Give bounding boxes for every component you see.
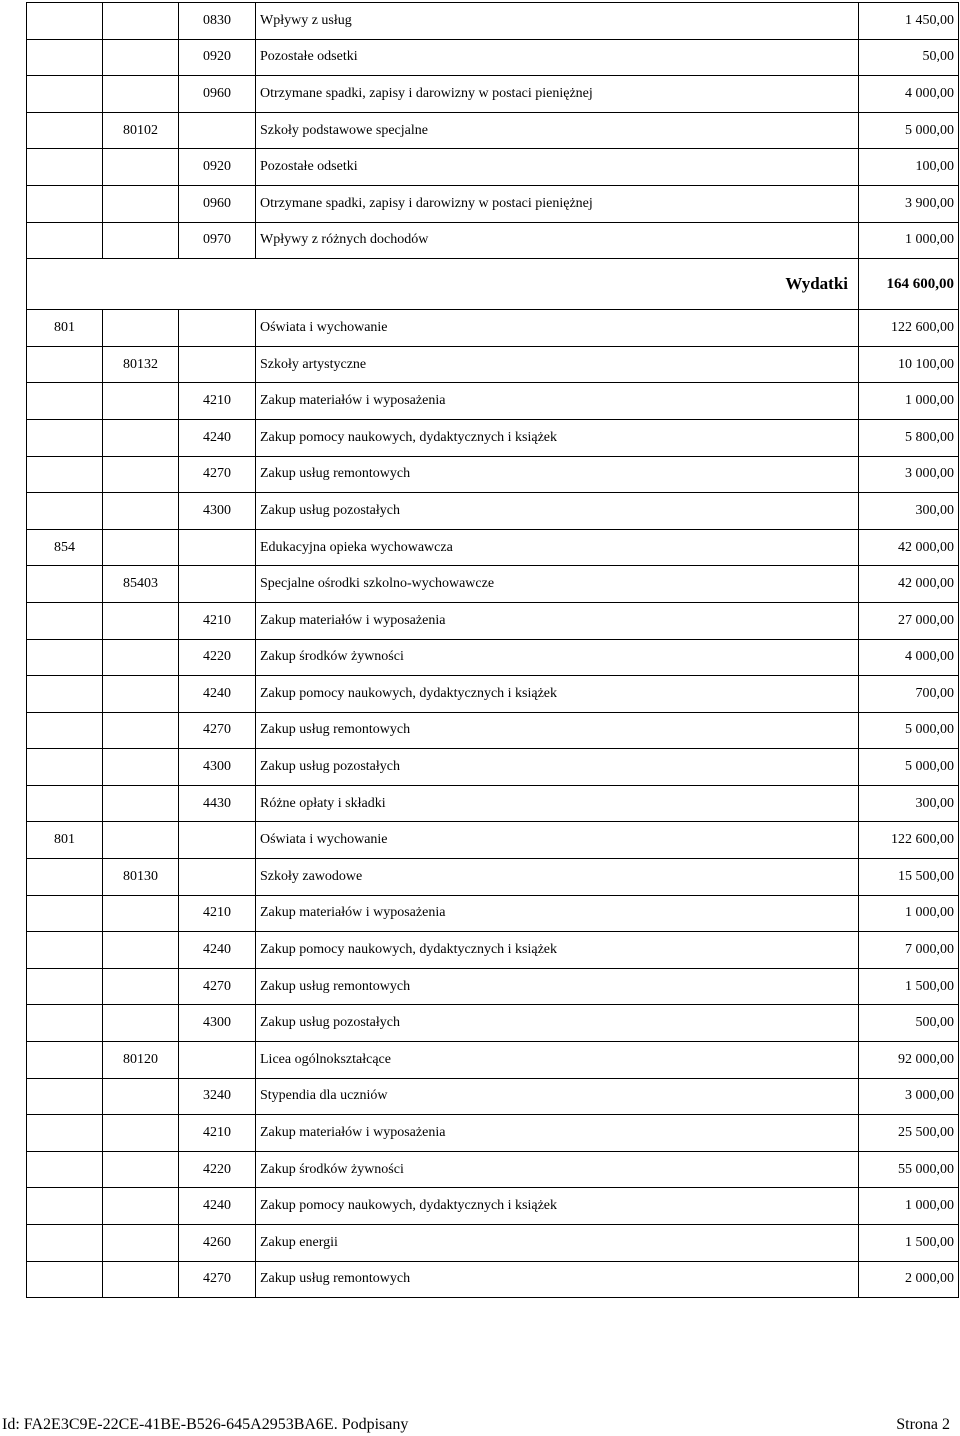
paragraf-code-cell	[179, 822, 256, 859]
item-amount-cell: 1 000,00	[859, 1188, 959, 1225]
item-amount-cell: 7 000,00	[859, 932, 959, 969]
table-row	[27, 602, 959, 639]
item-name-cell: Otrzymane spadki, zapisy i darowizny w postaci pieniężnej	[256, 76, 859, 113]
item-name-cell: Zakup pomocy naukowych, dydaktycznych i książek	[256, 419, 859, 456]
budget-table	[26, 2, 959, 1298]
item-name-cell: Zakup materiałów i wyposażenia	[256, 1115, 859, 1152]
paragraf-code-cell	[179, 310, 256, 347]
dzial-code-cell	[27, 185, 103, 222]
item-name-cell: Pozostałe odsetki	[256, 39, 859, 76]
rozdzial-code-cell: 80102	[103, 112, 179, 149]
item-name-cell: Zakup usług remontowych	[256, 1261, 859, 1298]
table-row	[27, 310, 959, 347]
paragraf-code-cell: 4430	[179, 785, 256, 822]
dzial-code-cell	[27, 859, 103, 896]
item-name-cell: Zakup pomocy naukowych, dydaktycznych i książek	[256, 932, 859, 969]
rozdzial-code-cell	[103, 222, 179, 259]
dzial-code-cell	[27, 895, 103, 932]
dzial-code-cell: 801	[27, 822, 103, 859]
table-row	[27, 112, 959, 149]
paragraf-code-cell: 4210	[179, 1115, 256, 1152]
item-amount-cell: 5 000,00	[859, 712, 959, 749]
table-row	[27, 932, 959, 969]
paragraf-code-cell	[179, 112, 256, 149]
section-total-amount: 164 600,00	[859, 259, 959, 310]
rozdzial-code-cell	[103, 895, 179, 932]
rozdzial-code-cell	[103, 3, 179, 40]
dzial-code-cell	[27, 456, 103, 493]
dzial-code-cell	[27, 1261, 103, 1298]
table-row	[27, 1042, 959, 1079]
item-amount-cell: 5 000,00	[859, 749, 959, 786]
item-name-cell: Zakup usług pozostałych	[256, 749, 859, 786]
table-row	[27, 895, 959, 932]
dzial-code-cell: 854	[27, 529, 103, 566]
rozdzial-code-cell	[103, 529, 179, 566]
table-row	[27, 822, 959, 859]
paragraf-code-cell: 3240	[179, 1078, 256, 1115]
table-row	[27, 968, 959, 1005]
budget-table-body	[27, 3, 959, 1298]
table-row	[27, 1005, 959, 1042]
rozdzial-code-cell	[103, 602, 179, 639]
dzial-code-cell	[27, 383, 103, 420]
paragraf-code-cell	[179, 859, 256, 896]
table-row	[27, 456, 959, 493]
item-name-cell: Zakup energii	[256, 1225, 859, 1262]
paragraf-code-cell: 4240	[179, 676, 256, 713]
paragraf-code-cell: 4220	[179, 1151, 256, 1188]
dzial-code-cell	[27, 346, 103, 383]
table-row	[27, 383, 959, 420]
dzial-code-cell	[27, 785, 103, 822]
dzial-code-cell	[27, 1188, 103, 1225]
dzial-code-cell	[27, 602, 103, 639]
item-amount-cell: 1 500,00	[859, 1225, 959, 1262]
item-amount-cell: 300,00	[859, 785, 959, 822]
paragraf-code-cell: 4300	[179, 1005, 256, 1042]
table-row	[27, 1115, 959, 1152]
rozdzial-code-cell: 80130	[103, 859, 179, 896]
rozdzial-code-cell: 80120	[103, 1042, 179, 1079]
dzial-code-cell	[27, 1005, 103, 1042]
rozdzial-code-cell	[103, 639, 179, 676]
item-name-cell: Otrzymane spadki, zapisy i darowizny w postaci pieniężnej	[256, 185, 859, 222]
item-amount-cell: 55 000,00	[859, 1151, 959, 1188]
dzial-code-cell	[27, 749, 103, 786]
table-row	[27, 1188, 959, 1225]
paragraf-code-cell	[179, 529, 256, 566]
rozdzial-code-cell	[103, 76, 179, 113]
dzial-code-cell	[27, 712, 103, 749]
dzial-code-cell	[27, 419, 103, 456]
item-amount-cell: 42 000,00	[859, 529, 959, 566]
item-name-cell: Zakup usług remontowych	[256, 712, 859, 749]
paragraf-code-cell: 4210	[179, 383, 256, 420]
item-name-cell: Szkoły artystyczne	[256, 346, 859, 383]
section-header-label: Wydatki	[27, 259, 859, 310]
item-name-cell: Szkoły podstawowe specjalne	[256, 112, 859, 149]
item-amount-cell: 27 000,00	[859, 602, 959, 639]
rozdzial-code-cell	[103, 1151, 179, 1188]
rozdzial-code-cell	[103, 493, 179, 530]
item-name-cell: Pozostałe odsetki	[256, 149, 859, 186]
table-row	[27, 712, 959, 749]
paragraf-code-cell: 4240	[179, 932, 256, 969]
item-amount-cell: 4 000,00	[859, 76, 959, 113]
item-amount-cell: 15 500,00	[859, 859, 959, 896]
item-amount-cell: 3 000,00	[859, 456, 959, 493]
item-name-cell: Edukacyjna opieka wychowawcza	[256, 529, 859, 566]
dzial-code-cell	[27, 39, 103, 76]
rozdzial-code-cell	[103, 749, 179, 786]
item-amount-cell: 5 800,00	[859, 419, 959, 456]
dzial-code-cell	[27, 149, 103, 186]
item-amount-cell: 122 600,00	[859, 822, 959, 859]
item-name-cell: Szkoły zawodowe	[256, 859, 859, 896]
paragraf-code-cell: 0920	[179, 39, 256, 76]
item-amount-cell: 300,00	[859, 493, 959, 530]
item-name-cell: Zakup usług pozostałych	[256, 493, 859, 530]
item-name-cell: Wpływy z usług	[256, 3, 859, 40]
item-amount-cell: 1 000,00	[859, 222, 959, 259]
item-name-cell: Oświata i wychowanie	[256, 822, 859, 859]
rozdzial-code-cell	[103, 822, 179, 859]
rozdzial-code-cell	[103, 310, 179, 347]
paragraf-code-cell	[179, 1042, 256, 1079]
paragraf-code-cell	[179, 346, 256, 383]
table-row	[27, 676, 959, 713]
item-name-cell: Zakup materiałów i wyposażenia	[256, 895, 859, 932]
table-row	[27, 39, 959, 76]
table-row	[27, 859, 959, 896]
table-row	[27, 346, 959, 383]
rozdzial-code-cell	[103, 39, 179, 76]
page-number: Strona 2	[896, 1416, 950, 1433]
document-id: Id: FA2E3C9E-22CE-41BE-B526-645A2953BA6E. Podpisany	[2, 1416, 409, 1433]
paragraf-code-cell: 4220	[179, 639, 256, 676]
table-row	[27, 1151, 959, 1188]
paragraf-code-cell: 4260	[179, 1225, 256, 1262]
item-name-cell: Specjalne ośrodki szkolno-wychowawcze	[256, 566, 859, 603]
item-amount-cell: 100,00	[859, 149, 959, 186]
item-amount-cell: 4 000,00	[859, 639, 959, 676]
dzial-code-cell	[27, 639, 103, 676]
table-row	[27, 749, 959, 786]
section-header-row	[27, 259, 959, 310]
item-amount-cell: 1 450,00	[859, 3, 959, 40]
paragraf-code-cell: 4270	[179, 968, 256, 1005]
item-amount-cell: 42 000,00	[859, 566, 959, 603]
table-row	[27, 529, 959, 566]
table-row	[27, 222, 959, 259]
rozdzial-code-cell	[103, 785, 179, 822]
dzial-code-cell	[27, 932, 103, 969]
paragraf-code-cell: 0960	[179, 185, 256, 222]
dzial-code-cell	[27, 1115, 103, 1152]
rozdzial-code-cell	[103, 149, 179, 186]
item-amount-cell: 2 000,00	[859, 1261, 959, 1298]
item-amount-cell: 92 000,00	[859, 1042, 959, 1079]
rozdzial-code-cell: 85403	[103, 566, 179, 603]
dzial-code-cell	[27, 566, 103, 603]
table-row	[27, 1261, 959, 1298]
item-name-cell: Zakup usług pozostałych	[256, 1005, 859, 1042]
item-name-cell: Zakup materiałów i wyposażenia	[256, 602, 859, 639]
dzial-code-cell: 801	[27, 310, 103, 347]
item-amount-cell: 10 100,00	[859, 346, 959, 383]
dzial-code-cell	[27, 676, 103, 713]
item-name-cell: Zakup materiałów i wyposażenia	[256, 383, 859, 420]
rozdzial-code-cell	[103, 1188, 179, 1225]
table-row	[27, 493, 959, 530]
item-name-cell: Różne opłaty i składki	[256, 785, 859, 822]
paragraf-code-cell: 4300	[179, 493, 256, 530]
table-row	[27, 185, 959, 222]
rozdzial-code-cell	[103, 932, 179, 969]
item-name-cell: Zakup środków żywności	[256, 1151, 859, 1188]
paragraf-code-cell: 4210	[179, 895, 256, 932]
paragraf-code-cell: 0960	[179, 76, 256, 113]
item-amount-cell: 700,00	[859, 676, 959, 713]
paragraf-code-cell: 4210	[179, 602, 256, 639]
item-name-cell: Zakup środków żywności	[256, 639, 859, 676]
item-amount-cell: 122 600,00	[859, 310, 959, 347]
table-row	[27, 419, 959, 456]
rozdzial-code-cell	[103, 1225, 179, 1262]
item-amount-cell: 1 000,00	[859, 383, 959, 420]
item-name-cell: Zakup pomocy naukowych, dydaktycznych i książek	[256, 676, 859, 713]
rozdzial-code-cell	[103, 1115, 179, 1152]
rozdzial-code-cell	[103, 1078, 179, 1115]
paragraf-code-cell: 4300	[179, 749, 256, 786]
dzial-code-cell	[27, 112, 103, 149]
item-name-cell: Zakup usług remontowych	[256, 968, 859, 1005]
item-amount-cell: 5 000,00	[859, 112, 959, 149]
table-row	[27, 1078, 959, 1115]
rozdzial-code-cell	[103, 968, 179, 1005]
rozdzial-code-cell	[103, 456, 179, 493]
paragraf-code-cell: 4270	[179, 456, 256, 493]
rozdzial-code-cell	[103, 712, 179, 749]
item-amount-cell: 3 000,00	[859, 1078, 959, 1115]
dzial-code-cell	[27, 76, 103, 113]
rozdzial-code-cell	[103, 676, 179, 713]
paragraf-code-cell: 4270	[179, 1261, 256, 1298]
rozdzial-code-cell	[103, 1005, 179, 1042]
paragraf-code-cell: 4240	[179, 1188, 256, 1225]
item-name-cell: Zakup pomocy naukowych, dydaktycznych i książek	[256, 1188, 859, 1225]
paragraf-code-cell: 4270	[179, 712, 256, 749]
paragraf-code-cell: 4240	[179, 419, 256, 456]
dzial-code-cell	[27, 222, 103, 259]
rozdzial-code-cell	[103, 383, 179, 420]
item-amount-cell: 50,00	[859, 39, 959, 76]
dzial-code-cell	[27, 1225, 103, 1262]
dzial-code-cell	[27, 1151, 103, 1188]
item-amount-cell: 3 900,00	[859, 185, 959, 222]
item-amount-cell: 1 500,00	[859, 968, 959, 1005]
dzial-code-cell	[27, 968, 103, 1005]
item-name-cell: Wpływy z różnych dochodów	[256, 222, 859, 259]
rozdzial-code-cell: 80132	[103, 346, 179, 383]
table-row	[27, 566, 959, 603]
paragraf-code-cell: 0970	[179, 222, 256, 259]
item-amount-cell: 25 500,00	[859, 1115, 959, 1152]
item-amount-cell: 500,00	[859, 1005, 959, 1042]
rozdzial-code-cell	[103, 419, 179, 456]
item-name-cell: Oświata i wychowanie	[256, 310, 859, 347]
dzial-code-cell	[27, 1042, 103, 1079]
item-name-cell: Stypendia dla uczniów	[256, 1078, 859, 1115]
rozdzial-code-cell	[103, 185, 179, 222]
dzial-code-cell	[27, 493, 103, 530]
table-row	[27, 76, 959, 113]
table-row	[27, 149, 959, 186]
rozdzial-code-cell	[103, 1261, 179, 1298]
dzial-code-cell	[27, 1078, 103, 1115]
paragraf-code-cell: 0830	[179, 3, 256, 40]
paragraf-code-cell: 0920	[179, 149, 256, 186]
dzial-code-cell	[27, 3, 103, 40]
table-row	[27, 785, 959, 822]
table-row	[27, 1225, 959, 1262]
item-amount-cell: 1 000,00	[859, 895, 959, 932]
item-name-cell: Zakup usług remontowych	[256, 456, 859, 493]
paragraf-code-cell	[179, 566, 256, 603]
table-row	[27, 3, 959, 40]
item-name-cell: Licea ogólnokształcące	[256, 1042, 859, 1079]
table-row	[27, 639, 959, 676]
